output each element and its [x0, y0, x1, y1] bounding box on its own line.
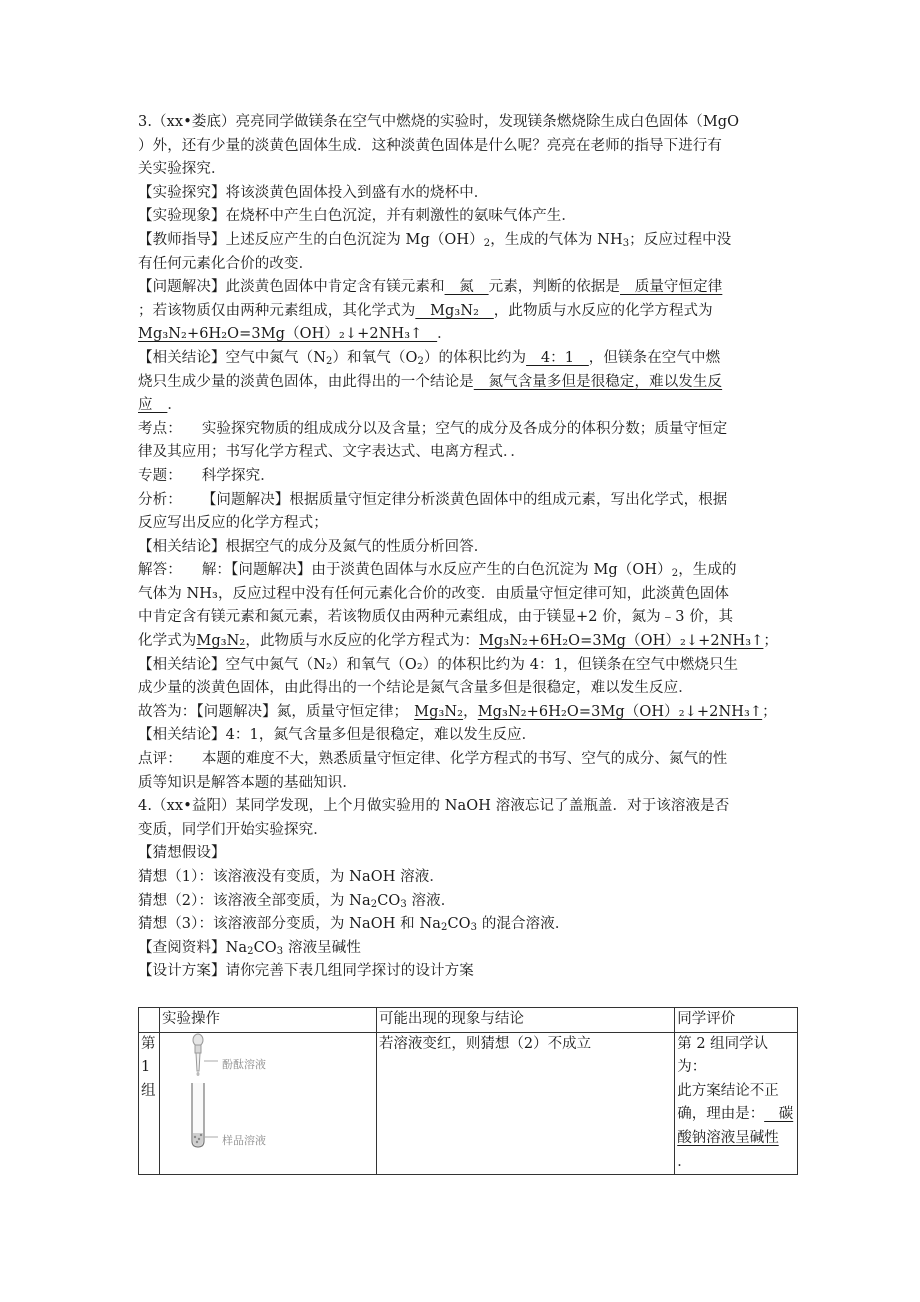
q3-teacher-guidance-2: 有任何元素化合价的改变．: [138, 255, 314, 272]
q3-solve-line-1: [138, 276, 798, 300]
answer-ratio: __4：1__: [526, 349, 589, 366]
jieda-equation: Mg₃N₂+6H₂O=3Mg（OH）₂↓+2NH₃↑: [478, 633, 764, 650]
sub-2: 2: [671, 568, 679, 580]
group-label-2: 1: [141, 1059, 151, 1076]
q3-phenomenon: 【实验现象】在烧杯中产生白色沉淀，并有刺激性的氨味气体产生．: [138, 208, 576, 225]
jieda-line-6: 成少量的淡黄色固体，由此得出的一个结论是氮气含量多但是很稳定，难以发生反应．: [138, 680, 693, 697]
solve-text-e: ．: [437, 326, 452, 343]
q4-hypothesis-title: 【猜想假设】: [138, 845, 226, 862]
q3-line-3: 关实验探究．: [138, 161, 226, 178]
header-operation: 实验操作: [159, 1008, 376, 1033]
group-label-1: 第: [141, 1035, 156, 1052]
concl-text-b: ）和氧气（O: [332, 349, 418, 366]
guess3-c: 的混合溶液．: [477, 916, 570, 933]
group-label-3: 组: [141, 1082, 156, 1099]
concl-text-c: ）的体积比约为: [423, 349, 527, 366]
dropper-icon: [193, 1034, 203, 1076]
concl-text-d: ，但镁条在空气中燃: [588, 349, 721, 366]
q4-guess-1: 猜想（1）：该溶液没有变质，为 NaOH 溶液．: [138, 869, 444, 885]
dianping-line-1: [138, 748, 798, 772]
eval-line-2: 此方案结论不正: [677, 1082, 779, 1099]
operation-figure-cell: [159, 1032, 376, 1175]
q4-guess-3: [138, 913, 798, 937]
teacher-text-a: 【教师指导】上述反应产生的白色沉淀为 Mg（OH）: [138, 231, 484, 248]
chayue-c: 溶液呈碱性: [283, 939, 361, 956]
jieda-text-b: ，生成的: [678, 562, 737, 579]
q3-conclusion-line-3: [138, 394, 798, 418]
dianping-label: 点评：: [138, 751, 182, 768]
q3-solve-line-2: [138, 300, 798, 324]
concl-text-e: 烧只生成少量的淡黄色固体，由此得出的一个结论是: [138, 373, 474, 390]
sub-3: 3: [622, 237, 630, 249]
jieda-line-3: 中肯定含有镁元素和氮元素，若该物质仅由两种元素组成，由于镁显+2 价，氮为﹣3 价，其: [138, 609, 734, 626]
guda-end: ；: [762, 703, 777, 720]
q3-experiment: 【实验探究】将该淡黄色固体投入到盛有水的烧杯中．: [138, 184, 489, 201]
q4-guess-2: [138, 890, 798, 914]
eval-line-1: 第 2 组同学认为：: [677, 1035, 769, 1076]
header-empty: [139, 1008, 160, 1033]
group-label-cell: [139, 1032, 160, 1175]
q3-conclusion-line-2: [138, 371, 798, 395]
jieda-4a: 化学式为: [138, 633, 197, 650]
jieda-line-2: 气体为 NH₃，反应过程中没有任何元素化合价的改变．由质量守恒定律可知，此淡黄色固体: [138, 585, 729, 602]
answer-formula: __Mg₃N₂__: [415, 302, 494, 319]
fenxi-line-2: 反应写出反应的化学方程式；: [138, 515, 328, 532]
chayue-b: CO: [253, 939, 277, 956]
jieda-line-5: 【相关结论】空气中氮气（N₂）和氧气（O₂）的体积比约为 4：1，但镁条在空气中燃烧只生: [138, 656, 739, 673]
eval-line-3: [677, 1103, 795, 1127]
phenolphthalein-label: 酚酞溶液: [221, 1057, 266, 1071]
jieda-line-4: [138, 630, 798, 654]
guess3-b: CO: [447, 916, 471, 933]
q3-conclusion-line-1: [138, 347, 798, 371]
dianping-line-2: 质等知识是解答本题的基础知识．: [138, 774, 357, 791]
guda-equation: Mg₃N₂+6H₂O=3Mg（OH）₂↓+2NH₃↑: [477, 703, 763, 720]
kaodian-line-1: [138, 418, 798, 442]
test-tube-icon: [192, 1083, 204, 1147]
answer-element: __氮__: [444, 279, 489, 296]
eval-line-4: 酸钠溶液呈碱性: [677, 1129, 779, 1146]
answer-equation: Mg₃N₂+6H₂O=3Mg（OH）₂↓+2NH₃↑__: [138, 326, 438, 343]
kaodian-text: 实验探究物质的组成成分以及含量；空气的成分及各成分的体积分数；质量守恒定: [201, 420, 728, 437]
guda-formula: Mg₃N₂: [414, 703, 464, 720]
design-table: [138, 1007, 798, 1175]
table-header-row: [139, 1008, 798, 1033]
fenxi-label: 分析：: [138, 491, 182, 508]
experiment-figure: [162, 1033, 374, 1149]
zhuanti-line: [138, 465, 798, 489]
jieda-line-1: [138, 559, 798, 583]
kaodian-label: 考点：: [138, 420, 182, 437]
sub-2: 2: [417, 355, 424, 367]
solve-text-a: 【问题解决】此淡黄色固体中肯定含有镁元素和: [138, 279, 445, 296]
header-evaluation: 同学评价: [675, 1008, 798, 1033]
sample-solution-label: 样品溶液: [221, 1133, 266, 1147]
jieda-formula: Mg₃N₂: [196, 633, 246, 650]
solve-text-d: ，此物质与水反应的化学方程式为: [493, 302, 713, 319]
teacher-text-c: ；反应过程中没: [629, 231, 732, 248]
sub-2: 2: [247, 945, 254, 957]
evaluation-cell: [675, 1032, 798, 1175]
answer-conclusion-2: 应__: [138, 397, 168, 414]
q3-line-1: 3.（xx•娄底）亮亮同学做镁条在空气中燃烧的实验时，发现镁条燃烧除生成白色固体（MgO: [138, 114, 740, 130]
sub-3: 3: [400, 898, 407, 910]
solve-text-c: ；若该物质仅由两种元素组成，其化学式为: [138, 302, 416, 319]
fenxi-text: 【问题解决】根据质量守恒定律分析淡黄色固体中的组成元素，写出化学式，根据: [201, 491, 728, 508]
guda-line-1: [138, 701, 798, 725]
sub-2: 2: [370, 898, 378, 910]
jieda-label: 解答：: [138, 562, 182, 579]
zhuanti-text: 科学探究．: [201, 467, 275, 484]
q4-design-title: 【设计方案】请你完善下表几组同学探讨的设计方案: [138, 963, 474, 980]
guda-text: 故答为：【问题解决】氮，质量守恒定律；: [138, 703, 409, 720]
eval-answer-1: __碳: [764, 1106, 794, 1123]
concl-text-f: ．: [167, 397, 182, 414]
answer-law: __质量守恒定律: [620, 279, 723, 296]
zhuanti-label: 专题：: [138, 467, 182, 484]
solve-text-b: 元素，判断的依据是: [488, 279, 621, 296]
table-row: [139, 1032, 798, 1175]
document-body: [138, 111, 798, 984]
chayue-a: 【查阅资料】Na: [138, 939, 248, 956]
guess2-c: 溶液．: [406, 892, 456, 909]
sub-3: 3: [276, 945, 284, 957]
guda-sep: ，: [463, 703, 478, 720]
q4-line-2: 变质，同学们开始实验探究．: [138, 821, 328, 838]
guess2-a: 猜想（2）：该溶液全部变质，为 Na: [138, 892, 371, 909]
q3-solve-line-3: [138, 323, 798, 347]
sub-3: 3: [470, 922, 478, 934]
eval-line-5: ．: [677, 1153, 692, 1170]
concl-text-a: 【相关结论】空气中氮气（N: [138, 349, 326, 366]
guess2-b: CO: [377, 892, 401, 909]
q3-line-2: ）外，还有少量的淡黄色固体生成．这种淡黄色固体是什么呢？亮亮在老师的指导下进行有: [138, 137, 722, 154]
eval-text: 确，理由是：: [677, 1106, 765, 1123]
sub-2: 2: [483, 237, 491, 249]
jieda-4c: ；: [763, 633, 779, 650]
guess3-a: 猜想（3）：该溶液部分变质，为 NaOH 和 Na: [138, 916, 441, 933]
answer-conclusion-1: __氮气含量多但是很稳定，难以发生反: [473, 373, 723, 390]
q4-reference: [138, 937, 798, 961]
q4-line-1: 4.（xx•益阳）某同学发现，上个月做实验用的 NaOH 溶液忘记了盖瓶盖．对于该溶液是否: [138, 798, 730, 815]
guda-line-2: 【相关结论】4：1，氮气含量多但是很稳定，难以发生反应．: [138, 727, 537, 744]
kaodian-line-2: 律及其应用；书写化学方程式、文字表达式、电离方程式．．: [138, 444, 525, 461]
fenxi-line-3: 【相关结论】根据空气的成分及氮气的性质分析回答．: [138, 538, 489, 555]
result-cell: 若溶液变红，则猜想（2）不成立: [376, 1032, 674, 1175]
header-phenomenon: 可能出现的现象与结论: [376, 1008, 674, 1033]
sub-2: 2: [441, 922, 448, 934]
dianping-text: 本题的难度不大，熟悉质量守恒定律、化学方程式的书写、空气的成分、氮气的性: [201, 751, 728, 768]
q3-teacher-guidance: [138, 229, 798, 253]
jieda-4b: ，此物质与水反应的化学方程式为：: [245, 633, 479, 650]
sub-2: 2: [326, 355, 333, 367]
teacher-text-b: ，生成的气体为 NH: [490, 231, 623, 248]
jieda-text-a: 解：【问题解决】由于淡黄色固体与水反应产生的白色沉淀为 Mg（OH）: [201, 562, 672, 579]
fenxi-line-1: [138, 489, 798, 513]
